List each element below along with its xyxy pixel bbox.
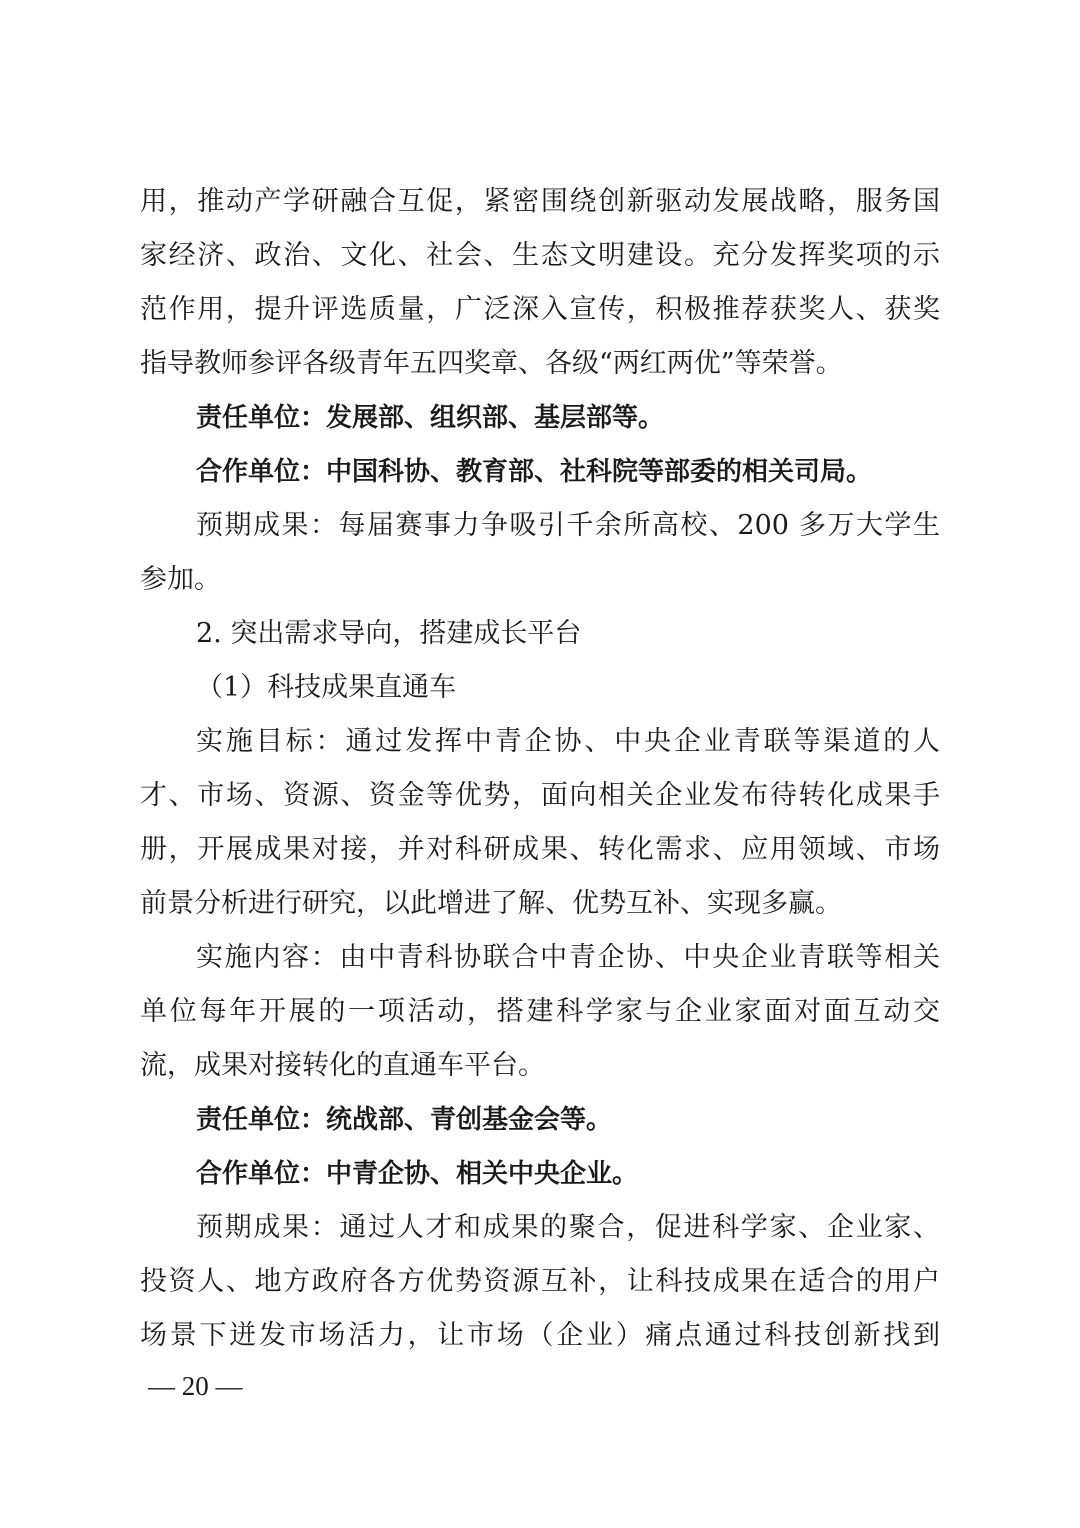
page-number: — 20 —: [148, 1371, 243, 1401]
body-line: 范作用，提升评选质量，广泛深入宣传，积极推荐获奖人、获奖: [140, 294, 940, 325]
body-line: 家经济、政治、文化、社会、生态文明建设。充分发挥奖项的示: [140, 240, 940, 271]
responsible-unit-line: 责任单位：统战部、青创基金会等。: [196, 1105, 613, 1135]
section-heading: 2. 突出需求导向，搭建成长平台: [196, 618, 582, 649]
responsible-unit-line: 责任单位：发展部、组织部、基层部等。: [196, 403, 665, 433]
body-line: 投资人、地方政府各方优势资源互补，让科技成果在适合的用户: [140, 1266, 940, 1297]
expected-result-line: 预期成果：每届赛事力争吸引千余所高校、200 多万大学生: [196, 510, 940, 541]
cooperating-unit-line: 合作单位：中青企协、相关中央企业。: [196, 1159, 639, 1189]
body-line: 前景分析进行研究，以此增进了解、优势互补、实现多赢。: [140, 888, 842, 919]
expected-result-line: 预期成果：通过人才和成果的聚合，促进科学家、企业家、: [196, 1212, 940, 1243]
body-line: 单位每年开展的一项活动，搭建科学家与企业家面对面互动交: [140, 996, 940, 1027]
implementation-goal-line: 实施目标：通过发挥中青企协、中央企业青联等渠道的人: [196, 726, 940, 757]
body-line: 参加。: [140, 564, 221, 595]
body-line: 指导教师参评各级青年五四奖章、各级“两红两优”等荣誉。: [140, 348, 843, 379]
implementation-content-line: 实施内容：由中青科协联合中青企协、中央企业青联等相关: [196, 942, 940, 973]
body-line: 才、市场、资源、资金等优势，面向相关企业发布待转化成果手: [140, 780, 940, 811]
document-body: [140, 175, 940, 1363]
body-line: 用，推动产学研融合互促，紧密围绕创新驱动发展战略，服务国: [140, 186, 940, 217]
body-line: 场景下迸发市场活力，让市场（企业）痛点通过科技创新找到: [140, 1320, 940, 1351]
cooperating-unit-line: 合作单位：中国科协、教育部、社科院等部委的相关司局。: [196, 457, 873, 487]
body-line: 流，成果对接转化的直通车平台。: [140, 1050, 545, 1081]
subsection-heading: （1）科技成果直通车: [196, 672, 457, 703]
body-line: 册，开展成果对接，并对科研成果、转化需求、应用领域、市场: [140, 834, 940, 865]
